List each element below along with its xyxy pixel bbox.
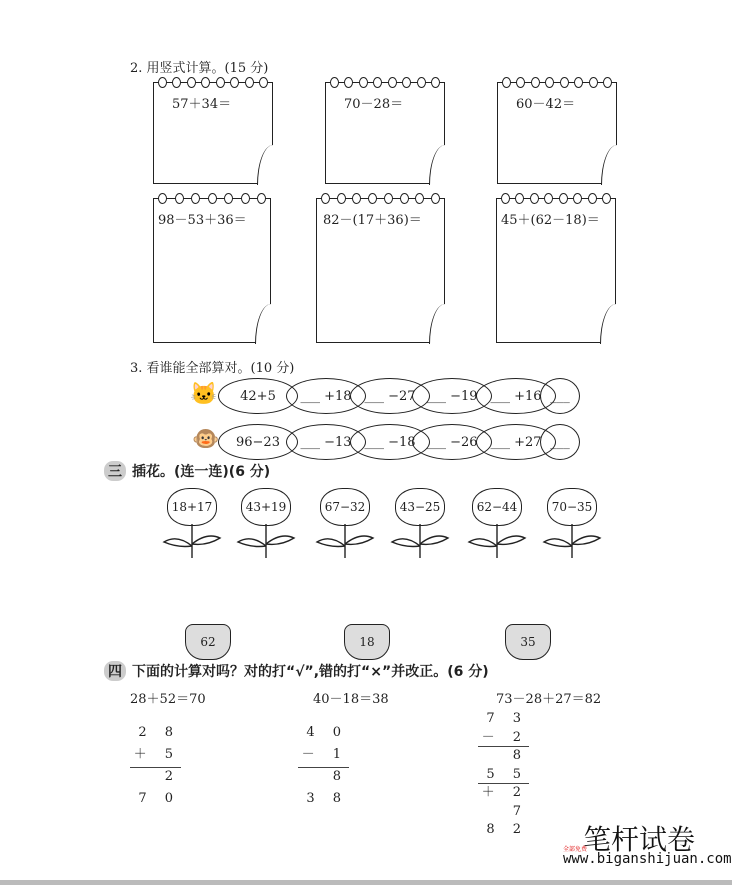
calc-row: 7 0 bbox=[138, 791, 180, 806]
section-badge: 四 bbox=[104, 661, 126, 681]
chain-cell[interactable]: ___ −26 bbox=[412, 424, 492, 460]
notepad bbox=[496, 198, 616, 343]
flower[interactable] bbox=[162, 488, 222, 560]
divider bbox=[478, 783, 529, 784]
vase[interactable]: 62 bbox=[185, 624, 231, 660]
logo-url: www.biganshijuan.com bbox=[563, 851, 732, 867]
calc-row: 5 5 bbox=[486, 766, 528, 782]
notepad bbox=[325, 82, 445, 184]
chain-cell[interactable]: ___ +16 bbox=[476, 378, 556, 414]
chain-cell[interactable]: ___ −13 bbox=[286, 424, 366, 460]
divider bbox=[130, 767, 181, 768]
notepad bbox=[153, 82, 273, 184]
calc-row: 2 8 bbox=[138, 725, 180, 740]
section-title: 下面的计算对吗？对的打“√”,错的打“×”并改正。(6 分) bbox=[132, 664, 489, 680]
chain-cell: 42+5 bbox=[218, 378, 298, 414]
notepad bbox=[316, 198, 445, 343]
flower-label: 67−32 bbox=[320, 488, 370, 526]
calc-row: 8 2 bbox=[486, 822, 528, 837]
flower-label: 18+17 bbox=[167, 488, 217, 526]
flower-label: 70−35 bbox=[547, 488, 597, 526]
expression: 98－53＋36＝ bbox=[158, 213, 247, 228]
divider bbox=[478, 746, 529, 747]
q2-title: 2. 用竖式计算。(15 分) bbox=[130, 61, 269, 76]
expression: 60－42＝ bbox=[516, 97, 576, 112]
section-3-title bbox=[104, 461, 270, 481]
section-badge: 三 bbox=[104, 461, 126, 481]
calc-row: 7 3 bbox=[486, 711, 528, 726]
chain-cell[interactable]: ___ +27 bbox=[476, 424, 556, 460]
flower-label: 62−44 bbox=[472, 488, 522, 526]
divider bbox=[298, 767, 349, 768]
equation: 73－28＋27＝82 bbox=[496, 692, 602, 707]
vertical-calc bbox=[130, 722, 180, 810]
notepad bbox=[497, 82, 617, 184]
chain-cell[interactable]: ___ −19 bbox=[412, 378, 492, 414]
flower[interactable] bbox=[236, 488, 296, 560]
section-title: 插花。(连一连)(6 分) bbox=[132, 464, 271, 480]
calc-row: － 2 8 bbox=[481, 729, 528, 763]
expression: 82－(17＋36)＝ bbox=[323, 213, 422, 228]
bottom-bar bbox=[0, 880, 732, 885]
chain-cell[interactable]: ___ bbox=[540, 424, 580, 460]
flower[interactable] bbox=[467, 488, 527, 560]
calc-row: ＋ 2 7 bbox=[481, 785, 528, 819]
logo-free: 全部免费 bbox=[563, 846, 588, 853]
chain-cell[interactable]: ___ bbox=[540, 378, 580, 414]
flower[interactable] bbox=[390, 488, 450, 560]
flower[interactable] bbox=[542, 488, 602, 560]
chain-cell[interactable]: ___ +18 bbox=[286, 378, 366, 414]
calc-row: ＋ 5 2 bbox=[133, 747, 180, 784]
vase[interactable]: 18 bbox=[344, 624, 390, 660]
vase[interactable]: 35 bbox=[505, 624, 551, 660]
flower-label: 43−25 bbox=[395, 488, 445, 526]
calc-row: － 1 8 bbox=[301, 747, 348, 784]
vertical-calc bbox=[298, 722, 348, 810]
calc-row: 4 0 bbox=[306, 725, 348, 740]
cat-icon: 🐱 bbox=[190, 382, 218, 407]
chain-cell: 96−23 bbox=[218, 424, 298, 460]
chain-cell[interactable]: ___ −27 bbox=[350, 378, 430, 414]
section-4-title bbox=[104, 661, 489, 681]
logo-title: 笔杆试卷 bbox=[583, 823, 696, 856]
notepad bbox=[153, 198, 271, 343]
equation: 40－18＝38 bbox=[313, 692, 389, 707]
monkey-icon: 🐵 bbox=[192, 427, 220, 452]
chain-cell[interactable]: ___ −18 bbox=[350, 424, 430, 460]
expression: 57＋34＝ bbox=[172, 97, 232, 112]
vertical-calc bbox=[478, 710, 528, 840]
calc-row: 3 8 bbox=[306, 791, 348, 806]
expression: 45＋(62－18)＝ bbox=[501, 213, 600, 228]
expression: 70－28＝ bbox=[344, 97, 404, 112]
flower-label: 43+19 bbox=[241, 488, 291, 526]
flower[interactable] bbox=[315, 488, 375, 560]
equation: 28＋52＝70 bbox=[130, 692, 206, 707]
q3-title: 3. 看谁能全部算对。(10 分) bbox=[130, 361, 295, 376]
